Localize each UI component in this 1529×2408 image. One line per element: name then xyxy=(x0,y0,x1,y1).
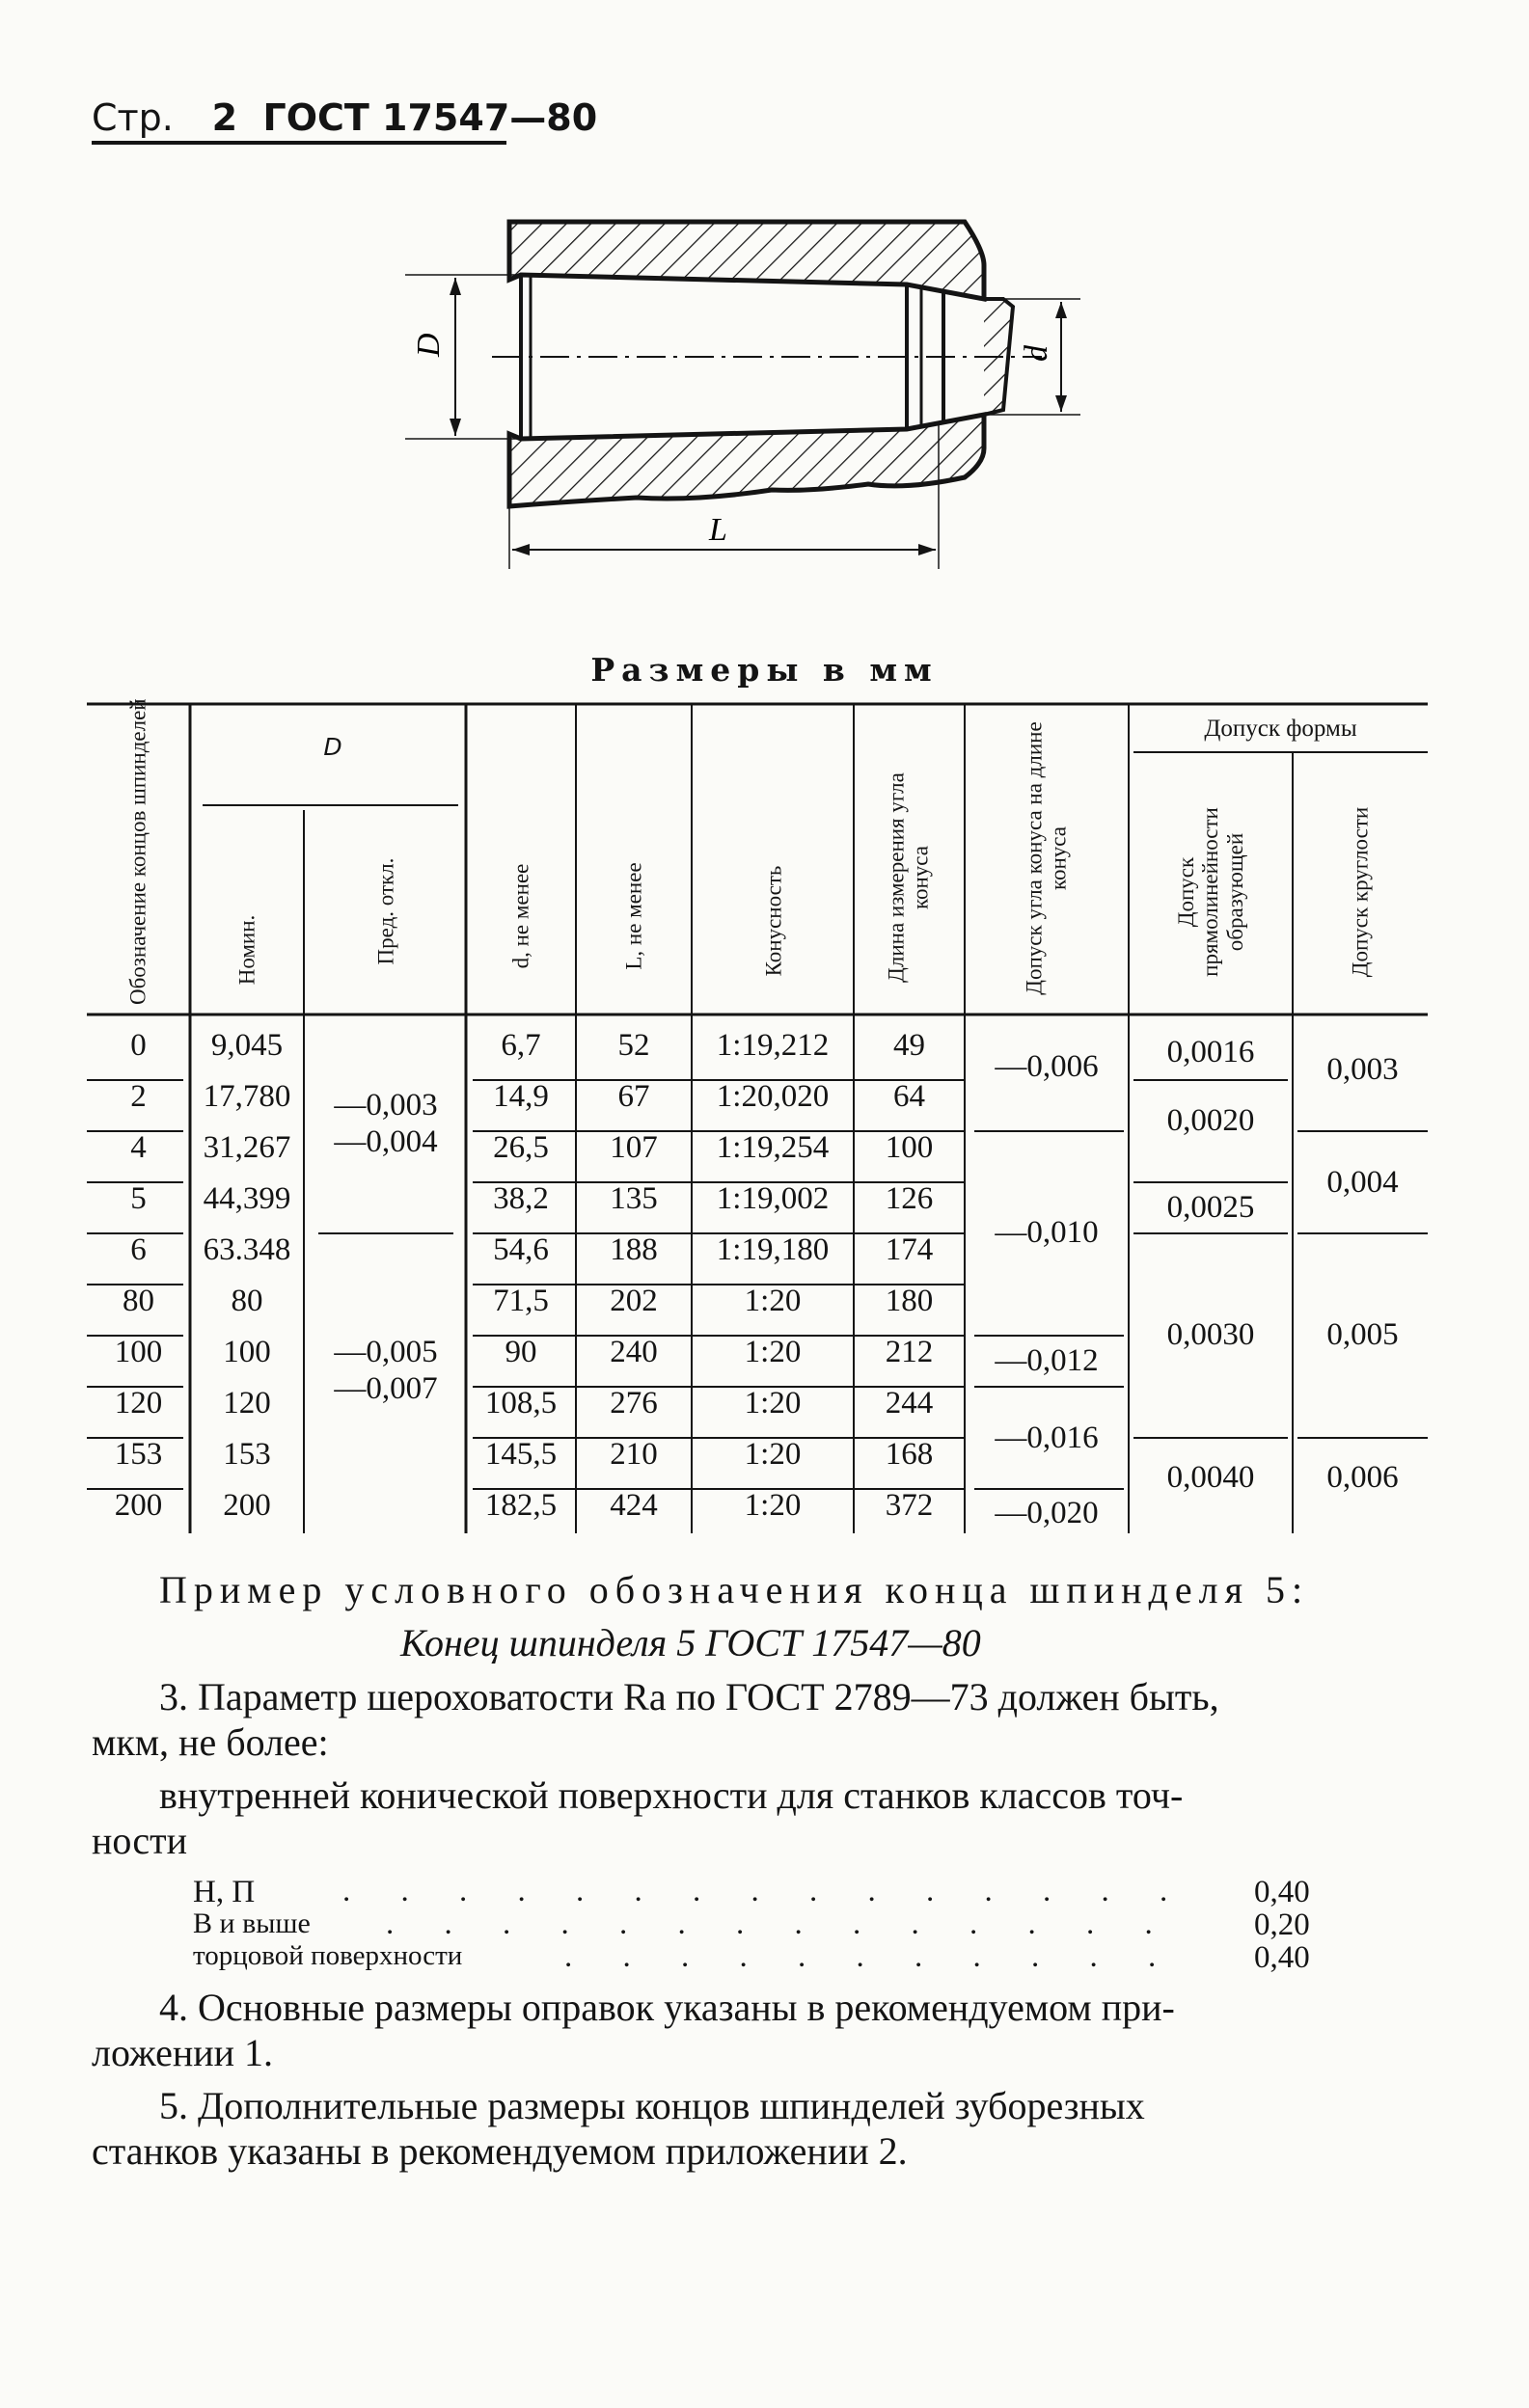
cell-designation: 5 xyxy=(130,1181,147,1216)
cell-d-min: 108,5 xyxy=(484,1386,558,1420)
cell-L-min: 67 xyxy=(617,1079,650,1114)
cell-taper: 1:20 xyxy=(744,1488,802,1523)
cell-taper: 1:20,020 xyxy=(716,1079,830,1114)
roundness-2: 0,004 xyxy=(1326,1165,1399,1200)
tol-group-1 xyxy=(314,1088,458,1161)
cell-angle-length: 244 xyxy=(885,1386,934,1420)
tol-value: —0,007 xyxy=(334,1370,438,1406)
cell-d-min: 145,5 xyxy=(484,1437,558,1472)
cell-angle-length: 49 xyxy=(893,1028,925,1063)
cell-designation: 153 xyxy=(114,1437,163,1472)
cell-angle-length: 168 xyxy=(885,1437,934,1472)
cell-taper: 1:19,002 xyxy=(716,1181,830,1216)
example-line-2: Конец шпинделя 5 ГОСТ 17547—80 xyxy=(400,1621,981,1664)
cell-designation: 2 xyxy=(130,1079,147,1114)
cell-d-min: 54,6 xyxy=(493,1232,549,1267)
leader-dots: . . . . . . . . . . . xyxy=(564,1939,1178,1974)
roundness-3: 0,005 xyxy=(1326,1317,1399,1352)
cell-angle-length: 126 xyxy=(885,1181,934,1216)
header-D: D xyxy=(323,733,342,761)
straightness-3: 0,0025 xyxy=(1166,1190,1255,1225)
cell-angle-length: 174 xyxy=(885,1232,934,1267)
leader-dots: . . . . . . . . . . . . . . . xyxy=(342,1874,1189,1908)
cell-designation: 200 xyxy=(114,1488,163,1523)
straightness-2: 0,0020 xyxy=(1166,1103,1255,1138)
cell-designation: 80 xyxy=(123,1284,154,1318)
para3-line-1: 3. Параметр шероховатости Ra по ГОСТ 2789—73 должен быть, xyxy=(159,1675,1219,1718)
para5-line-2: станков указаны в рекомендуемом приложении 2. xyxy=(92,2129,908,2173)
cell-L-min: 188 xyxy=(610,1232,658,1267)
header-roundness: Допуск круглости xyxy=(1348,806,1373,978)
cell-D-nom: 100 xyxy=(223,1335,271,1369)
cell-angle-length: 180 xyxy=(885,1284,934,1318)
angle-tol-2: —0,010 xyxy=(995,1215,1099,1250)
cell-L-min: 107 xyxy=(610,1130,658,1165)
cell-L-min: 276 xyxy=(610,1386,658,1420)
cell-D-nom: 200 xyxy=(223,1488,271,1523)
tol-value: —0,004 xyxy=(334,1123,438,1159)
roundness-4: 0,006 xyxy=(1326,1460,1399,1495)
example-line-1: Пример условного обозначения конца шпинделя 5: xyxy=(159,1568,1310,1611)
para3-item-label: торцовой поверхности xyxy=(193,1940,463,1971)
header-angle-tol: Допуск угла конуса на длине конуса xyxy=(1022,721,1071,995)
straightness-1: 0,0016 xyxy=(1166,1035,1255,1069)
cell-designation: 0 xyxy=(130,1028,147,1063)
cell-d-min: 6,7 xyxy=(501,1028,541,1063)
angle-tol-1: —0,006 xyxy=(995,1049,1099,1084)
angle-tol-4: —0,016 xyxy=(995,1420,1099,1455)
cell-taper: 1:20 xyxy=(744,1284,802,1318)
cell-angle-length: 212 xyxy=(885,1335,934,1369)
header-taper: Конусность xyxy=(761,865,786,977)
cell-angle-length: 64 xyxy=(893,1079,925,1114)
para3-item-value: 0,20 xyxy=(1254,1907,1310,1942)
tol-value: —0,005 xyxy=(334,1335,438,1369)
doc-code: ГОСТ 17547—80 xyxy=(262,96,598,139)
cell-taper: 1:19,212 xyxy=(716,1028,830,1063)
para3-line-2: мкм, не более: xyxy=(92,1720,329,1764)
label-L: L xyxy=(709,512,727,548)
cell-L-min: 135 xyxy=(610,1181,658,1216)
cell-taper: 1:20 xyxy=(744,1335,802,1369)
label-D: D xyxy=(411,333,447,357)
cell-designation: 6 xyxy=(130,1232,147,1267)
cell-angle-length: 100 xyxy=(885,1130,934,1165)
cell-D-nom: 9,045 xyxy=(210,1028,284,1063)
para3-item-label: В и выше xyxy=(193,1907,311,1939)
cell-L-min: 210 xyxy=(610,1437,658,1472)
header-form-tol: Допуск формы xyxy=(1204,716,1357,742)
header-D-tol: Пред. откл. xyxy=(373,857,398,965)
cell-D-nom: 17,780 xyxy=(203,1079,291,1114)
cell-D-nom: 31,267 xyxy=(203,1130,291,1165)
para5-line-1: 5. Дополнительные размеры концов шпинделей зуборезных xyxy=(159,2084,1145,2127)
cell-D-nom: 120 xyxy=(223,1386,271,1420)
tol-value: —0,003 xyxy=(334,1088,438,1123)
cell-d-min: 90 xyxy=(505,1335,537,1369)
cell-d-min: 71,5 xyxy=(493,1284,549,1318)
angle-tol-3: —0,012 xyxy=(995,1343,1099,1378)
table-title: Размеры в мм xyxy=(590,651,939,689)
label-d: d xyxy=(1019,345,1054,362)
header-D-nom: Номин. xyxy=(234,914,259,986)
leader-dots: . . . . . . . . . . . . . . xyxy=(386,1907,1174,1941)
straightness-4: 0,0030 xyxy=(1166,1317,1255,1352)
para3-item-value: 0,40 xyxy=(1254,1940,1310,1975)
cell-d-min: 38,2 xyxy=(493,1181,549,1216)
header-angle-length: Длина измерения угла конуса xyxy=(884,772,933,983)
cell-angle-length: 372 xyxy=(885,1488,934,1523)
header-designation: Обозначение концов шпинделей xyxy=(125,698,150,1005)
cell-d-min: 182,5 xyxy=(484,1488,558,1523)
header-d-min: d, не менее xyxy=(508,863,533,969)
roundness-1: 0,003 xyxy=(1326,1052,1399,1087)
cell-taper: 1:20 xyxy=(744,1437,802,1472)
para4-line-1: 4. Основные размеры оправок указаны в рекомендуемом при- xyxy=(159,1986,1175,2029)
para3-item-value: 0,40 xyxy=(1254,1875,1310,1909)
cell-L-min: 424 xyxy=(610,1488,658,1523)
cell-designation: 120 xyxy=(114,1386,163,1420)
header-straightness: Допуск прямолинейности образующей xyxy=(1174,807,1247,977)
para3-item-label: Н, П xyxy=(193,1875,256,1909)
angle-tol-5: —0,020 xyxy=(995,1496,1099,1530)
para3-line-4: ности xyxy=(92,1819,188,1862)
cell-D-nom: 80 xyxy=(231,1284,263,1318)
cell-L-min: 52 xyxy=(617,1028,650,1063)
cell-taper: 1:19,254 xyxy=(716,1130,830,1165)
cell-designation: 100 xyxy=(114,1335,163,1369)
cell-designation: 4 xyxy=(130,1130,147,1165)
cell-D-nom: 63.348 xyxy=(203,1232,291,1267)
page-number: 2 xyxy=(211,96,238,139)
para3-line-3: внутренней конической поверхности для станков классов точ- xyxy=(159,1773,1184,1817)
header-L-min: L, не менее xyxy=(621,862,646,970)
cell-taper: 1:19,180 xyxy=(716,1232,830,1267)
page-label: Стр. xyxy=(92,96,174,139)
cell-D-nom: 44,399 xyxy=(203,1181,291,1216)
cell-taper: 1:20 xyxy=(744,1386,802,1420)
cell-L-min: 202 xyxy=(610,1284,658,1318)
cell-D-nom: 153 xyxy=(223,1437,271,1472)
straightness-5: 0,0040 xyxy=(1166,1460,1255,1495)
cell-L-min: 240 xyxy=(610,1335,658,1369)
para4-line-2: ложении 1. xyxy=(92,2031,274,2074)
cell-d-min: 26,5 xyxy=(493,1130,549,1165)
cell-d-min: 14,9 xyxy=(493,1079,549,1114)
tol-group-2 xyxy=(314,1335,458,1408)
